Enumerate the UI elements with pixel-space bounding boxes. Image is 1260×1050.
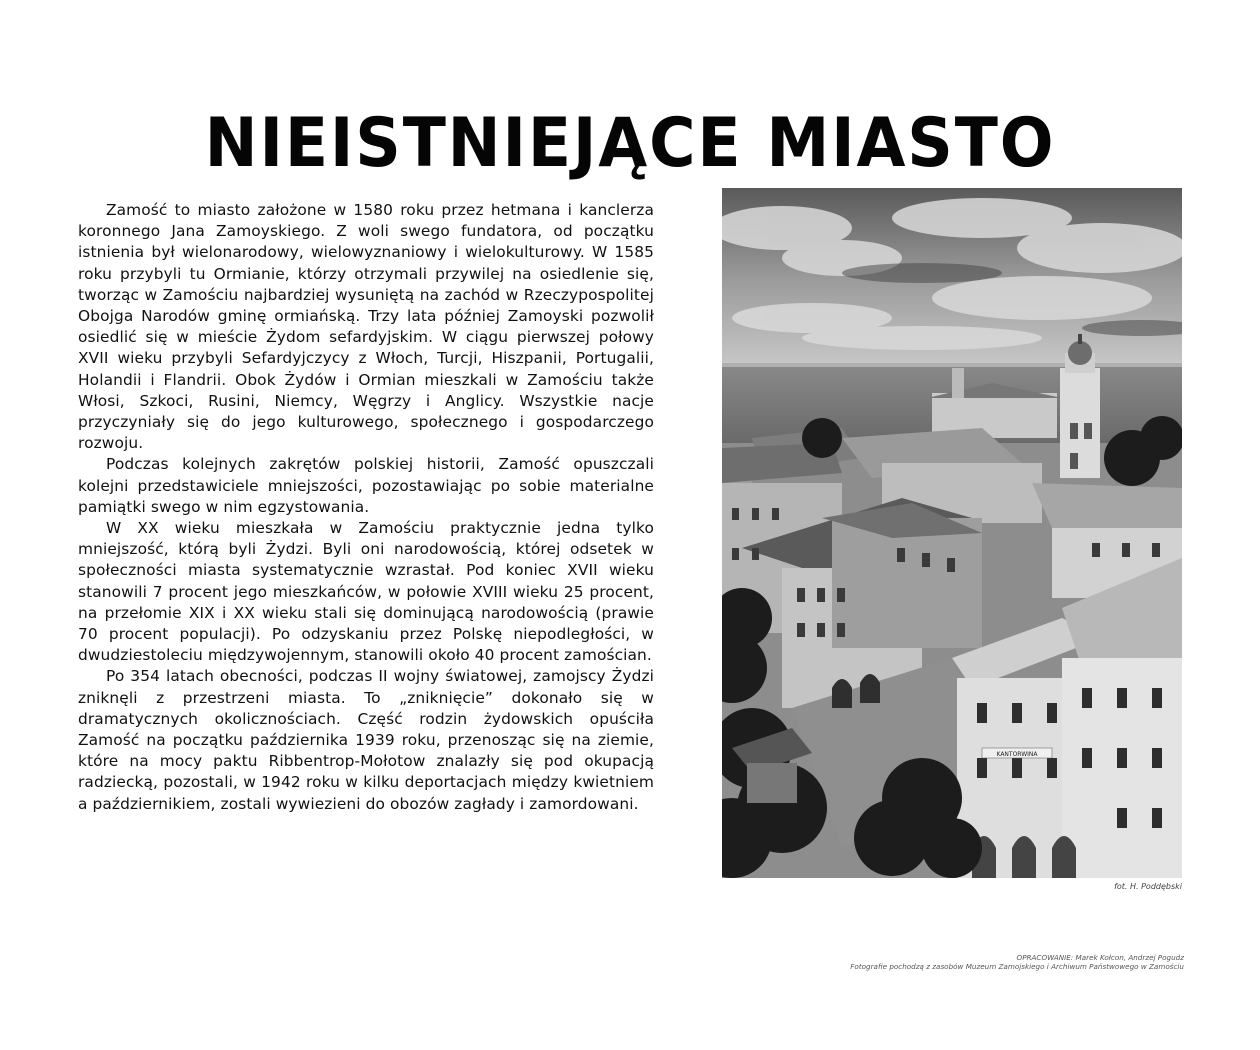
credits-sources: Fotografie pochodzą z zasobów Muzeum Zamojskiego i Archiwum Państwowego w Zamościu: [850, 962, 1184, 971]
paragraph-2: Podczas kolejnych zakrętów polskiej historii, Zamość opuszczali kolejni przedstawiciele mniejszości, pozostawiając po sobie materialne pamiątki swego w nim egzystowania.: [78, 455, 654, 516]
paragraph-1: Zamość to miasto założone w 1580 roku przez hetmana i kanclerza koronnego Jana Zamoyskiego. Z woli swego fundatora, od początku istnienia był wielonarodowy, wielowyznaniowy i wielokulturowy. W 1585 roku przybyli tu Ormianie, którzy otrzymali przywilej na osiedlenie się, tworząc w Zamościu najbardziej wysuniętą na zachód w Rzeczypospolitej Obojga Narodów gminę ormiańską. Trzy lata później Zamoyski pozwolił osiedlić się w mieście Żydom sefardyjskim. W ciągu pierwszej połowy XVII wieku przybyli Sefardyjczycy z Włoch, Turcji, Hiszpanii, Portugalii, Holandii i Flandrii. Obok Żydów i Ormian mieszkali w Zamościu także Włosi, Szkoci, Rusini, Niemcy, Węgrzy i Anglicy. Wszystkie nacje przyczyniały się do jego kulturowego, społecznego i gospodarczego rozwoju.: [78, 201, 654, 453]
shop-sign: KANTORWINA: [996, 751, 1038, 758]
body-text: [78, 200, 654, 815]
paragraph-3: W XX wieku mieszkała w Zamościu praktycznie jedna tylko mniejszość, którą byli Żydzi. Byli oni narodowością, której odsetek w społeczności miasta systematycznie wzrastał. Pod koniec XVII wieku stanowili 7 procent jego mieszkańców, w połowie XVIII wieku 25 procent, na przełomie XIX i XX wieku stali się dominującą narodowością (prawie 70 procent populacji). Po odzyskaniu przez Polskę niepodległości, w dwudziestoleciu międzywojennym, stanowili około 40 procent zamościan.: [78, 519, 654, 665]
photo-illustration: [722, 188, 1182, 878]
credits-authors: OPRACOWANIE: Marek Kołcon, Andrzej Pogudz: [1016, 953, 1184, 962]
photo-caption: fot. H. Poddębski: [1114, 882, 1182, 891]
page-title: NIEISTNIEJĄCE MIASTO: [204, 103, 1056, 183]
credits: [850, 953, 1184, 971]
paragraph-4: Po 354 latach obecności, podczas II wojny światowej, zamojscy Żydzi zniknęli z przestrzeni miasta. To „zniknięcie” dokonało się w dramatycznych okolicznościach. Część rodzin żydowskich opuściła Zamość na początku października 1939 roku, przenosząc się na ziemie, które na mocy paktu Ribbentrop-Mołotow znalazły się pod okupacją radziecką, pozostali, w 1942 roku w kilku deportacjach między kwietniem a październikiem, zostali wywiezieni do obozów zagłady i zamordowani.: [78, 667, 654, 813]
historic-photo-zamosc: [722, 188, 1182, 878]
